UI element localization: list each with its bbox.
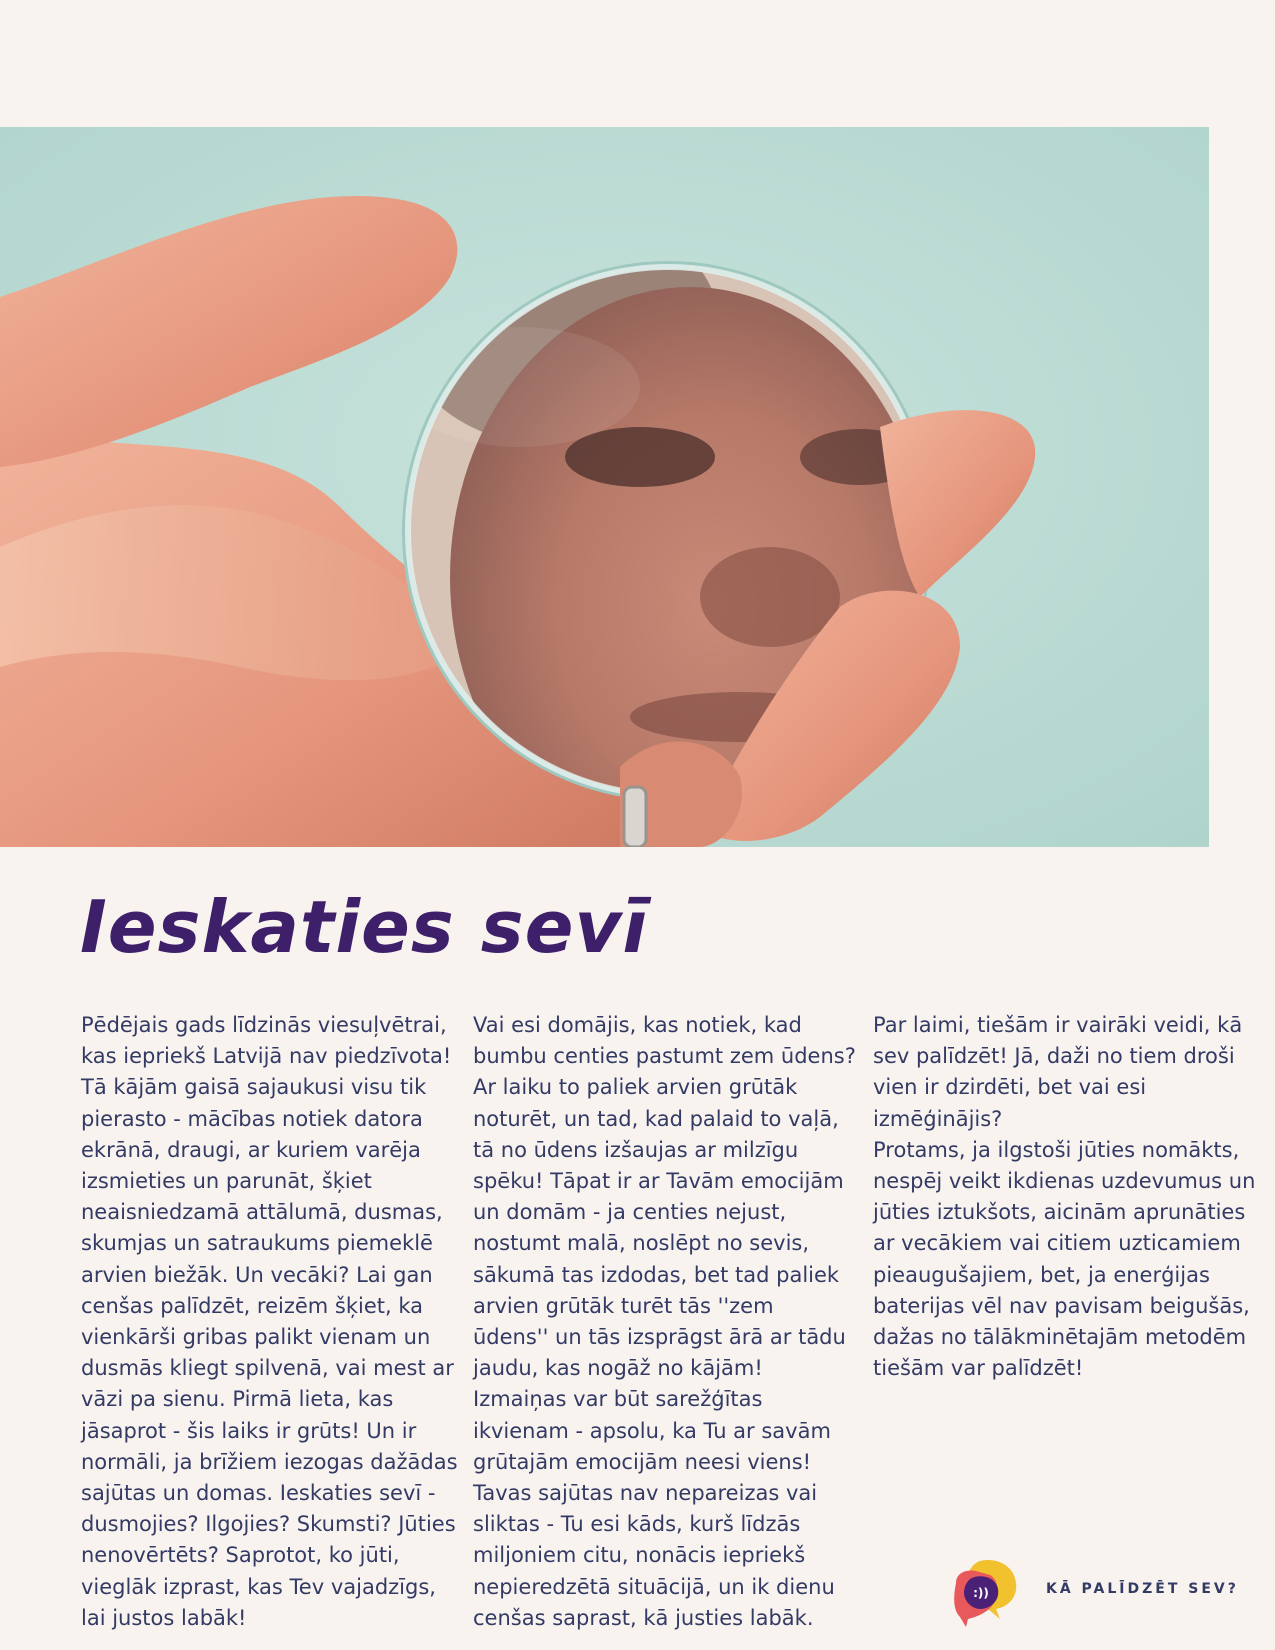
article-title: Ieskaties sevī xyxy=(80,885,649,969)
footer-label: KĀ PALĪDZĒT SEV? xyxy=(1046,1581,1239,1597)
article-column-3: Par laimi, tiešām ir vairāki veidi, kā sev palīdzēt! Jā, daži no tiem droši vien ir dzirdēti, bet vai esi izmēģinājis? Protams, ja ilgstoši jūties nomākts, nespēj veikt ikdienas uzdevumus un jūties iztukšots, aicinām aprunāties ar vecākiem vai citiem uzticamiem pieaugušajiem, bet, ja enerģijas baterijas vēl nav pavisam beigušās, dažas no tālākminētajām metodēm tiešām var palīdzēt! xyxy=(873,1013,1256,1381)
article-column-2: Vai esi domājis, kas notiek, kad bumbu centies pastumt zem ūdens? Ar laiku to paliek arvien grūtāk noturēt, un tad, kad palaid to vaļā, tā no ūdens izšaujas ar milzīgu spēku! Tāpat ir ar Tavām emocijām un domām - ja centies nejust, nostumt malā, noslēpt no sevis, sākumā tas izdodas, bet tad paliek arvien grūtāk turēt tās ''zem ūdens'' un tās izsprāgst ārā ar tādu jaudu, kas nogāž no kājām! Izmaiņas var būt sarežģītas ikvienam - apsolu, ka Tu ar savām grūtajām emocijām neesi viens! Tavas sajūtas nav nepareizas vai sliktas - Tu esi kāds, kurš līdzās miljoniem citu, nonācis iepriekš nepieredzētā situācijā, un ik dienu cenšas saprast, kā justies labāk. xyxy=(473,1013,856,1630)
logo-mark: :)) xyxy=(973,1586,989,1600)
hand-mirror-illustration xyxy=(0,127,1209,847)
speech-bubble-logo-icon xyxy=(950,1557,1020,1627)
article-column-1: Pēdējais gads līdzinās viesuļvētrai, kas iepriekš Latvijā nav piedzīvota! Tā kājām gaisā sajaukusi visu tik pierasto - mācības notiek datora ekrānā, draugi, ar kuriem varēja izsmieties un parunāt, šķiet neaisniedzamā attālumā, dusmas, skumjas un satraukums piemeklē arvien biežāk. Un vecāki? Lai gan cenšas palīdzēt, reizēm šķiet, ka vienkārši gribas palikt vienam un dusmās kliegt spilvenā, vai mest ar vāzi pa sienu. Pirmā lieta, kas jāsaprot - šis laiks ir grūts! Un ir normāli, ja brīžiem iezogas dažādas sajūtas un domas. Ieskaties sevī - dusmojies? Ilgojies? Skumsti? Jūties nenovērtēts? Saprotot, ko jūti, vieglāk izprast, kas Tev vajadzīgs, lai justos labāk! xyxy=(81,1013,458,1630)
hero-image xyxy=(0,127,1209,847)
